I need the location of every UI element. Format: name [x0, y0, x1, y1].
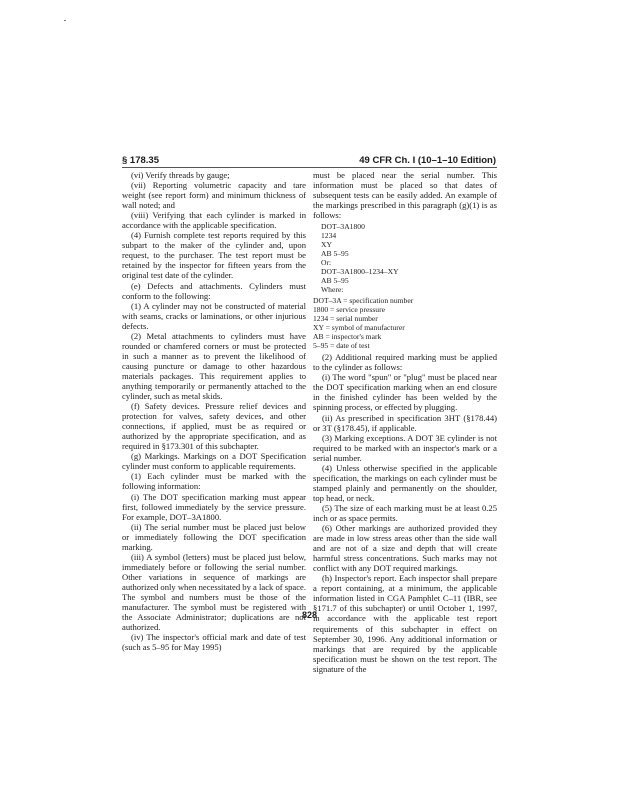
paragraph: (ii) As prescribed in specification 3HT (§178.44) or 3T (§178.45), if applicable. — [313, 412, 497, 433]
paragraph: (vii) Reporting volumetric capacity and tare weight (see report form) and minimum thickness of wall noted; and — [122, 180, 306, 211]
paragraph: (ii) The serial number must be placed just below or immediately following the DOT specification marking. — [122, 521, 306, 552]
marking-line: DOT–3A1800 — [321, 222, 365, 232]
paragraph: (1) Each cylinder must be marked with the following information: — [122, 471, 306, 492]
paragraph: (i) The DOT specification marking must appear first, followed immediately by the service pressure. For example, DOT–3A1800. — [122, 491, 306, 522]
left-column — [122, 170, 306, 652]
paragraph: (iv) The inspector's official mark and date of test (such as 5–95 for May 1995) — [122, 632, 306, 653]
paragraph: (4) Furnish complete test reports required by this subpart to the maker of the cylinder and, upon request, to the purchaser. The test report must be retained by the inspector for fifteen years from the original test date of the cylinder. — [122, 230, 306, 281]
paragraph: (1) A cylinder may not be constructed of material with seams, cracks or laminations, or other injurious defects. — [122, 300, 306, 331]
paragraph: (i) The word "spun" or "plug" must be placed near the DOT specification marking when an end closure in the finished cylinder has been welded by the spinning process, or effected by plugging. — [313, 372, 497, 413]
paragraph-inspector-report: (h) Inspector's report. Each inspector shall prepare a report containing, at a minimum, the applicable information listed in CGA Pamphlet C–11 (IBR, see §171.7 of this subchapter) or until October 1, 1997, in accordance with the applicable test report requirements of this subchapter in effect on September 30, 1996. Any additional information or markings that are required by the applicable specification must be shown on the test report. The signature of the — [313, 573, 497, 674]
marking-line: AB 5–95 — [321, 249, 349, 259]
paragraph: (iii) A symbol (letters) must be placed just below, immediately before or following the serial number. Other variations in sequence of markings are authorized only when necessitated by a lack of space. The symbol and numbers must be those of the manufacturer. The symbol must be registered with the Associate Administrator; duplications are not authorized. — [122, 551, 306, 633]
marking-line: 1234 — [321, 231, 337, 241]
legend-line: XY = symbol of manufacturer — [313, 323, 405, 333]
paragraph: (vi) Verify threads by gauge; — [131, 170, 230, 180]
marking-example-a — [313, 222, 497, 294]
marking-line: XY — [321, 240, 332, 250]
paragraph: (2) Metal attachments to cylinders must have rounded or chamfered corners or must be protected in such a manner as to prevent the likelihood of causing puncture or damage to other hazardous materials packages. This requirement applies to anything temporarily or permanently attached to the cylinder, such as metal skids. — [122, 330, 306, 402]
where-label: Where: — [321, 285, 344, 295]
right-column — [313, 170, 497, 674]
cfr-citation: 49 CFR Ch. I (10–1–10 Edition) — [359, 155, 496, 166]
or-label: Or: — [321, 258, 332, 268]
legend-line: 5–95 = date of test — [313, 341, 370, 351]
paragraph-defects-heading: (e) Defects and attachments. Cylinders must conform to the following: — [122, 280, 306, 301]
paragraph-safety-devices: (f) Safety devices. Pressure relief devices and protection for valves, safety devices, and other connections, if applied, must be as required or authorized by the appropriate specification, and as required in §173.301 of this subchapter. — [122, 401, 306, 452]
marking-legend — [313, 296, 497, 350]
paragraph-continuation: must be placed near the serial number. This information must be placed so that dates of subsequent tests can be easily added. An example of the markings prescribed in this paragraph (g)(1) is as follows: — [313, 170, 497, 221]
page-number: 828 — [301, 610, 318, 620]
legend-line: 1234 = serial number — [313, 314, 378, 324]
paragraph: (5) The size of each marking must be at least 0.25 inch or as space permits. — [313, 502, 497, 523]
paragraph: (viii) Verifying that each cylinder is marked in accordance with the applicable specification. — [122, 210, 306, 231]
paragraph: (4) Unless otherwise specified in the applicable specification, the markings on each cylinder must be stamped plainly and permanently on the shoulder, top head, or neck. — [313, 462, 497, 503]
marking-line: DOT–3A1800–1234–XY — [321, 267, 399, 277]
paragraph-marking-exceptions: (3) Marking exceptions. A DOT 3E cylinder is not required to be marked with an inspector's mark or a serial number. — [313, 432, 497, 463]
legend-line: AB = inspector's mark — [313, 332, 382, 342]
legend-line: DOT–3A = specification number — [313, 296, 414, 306]
header-rule — [122, 167, 497, 168]
legend-line: 1800 = service pressure — [313, 305, 385, 315]
section-number: § 178.35 — [122, 155, 159, 166]
paragraph-markings: (g) Markings. Markings on a DOT Specification cylinder must conform to applicable requirements. — [122, 451, 306, 472]
scan-speck — [64, 20, 66, 21]
paragraph: (2) Additional required marking must be applied to the cylinder as follows: — [313, 352, 497, 373]
paragraph: (6) Other markings are authorized provided they are made in low stress areas other than the side wall and are not of a size and depth that will create harmful stress concentrations. Such marks may not conflict with any DOT required markings. — [313, 523, 497, 574]
marking-line: AB 5–95 — [321, 276, 349, 286]
